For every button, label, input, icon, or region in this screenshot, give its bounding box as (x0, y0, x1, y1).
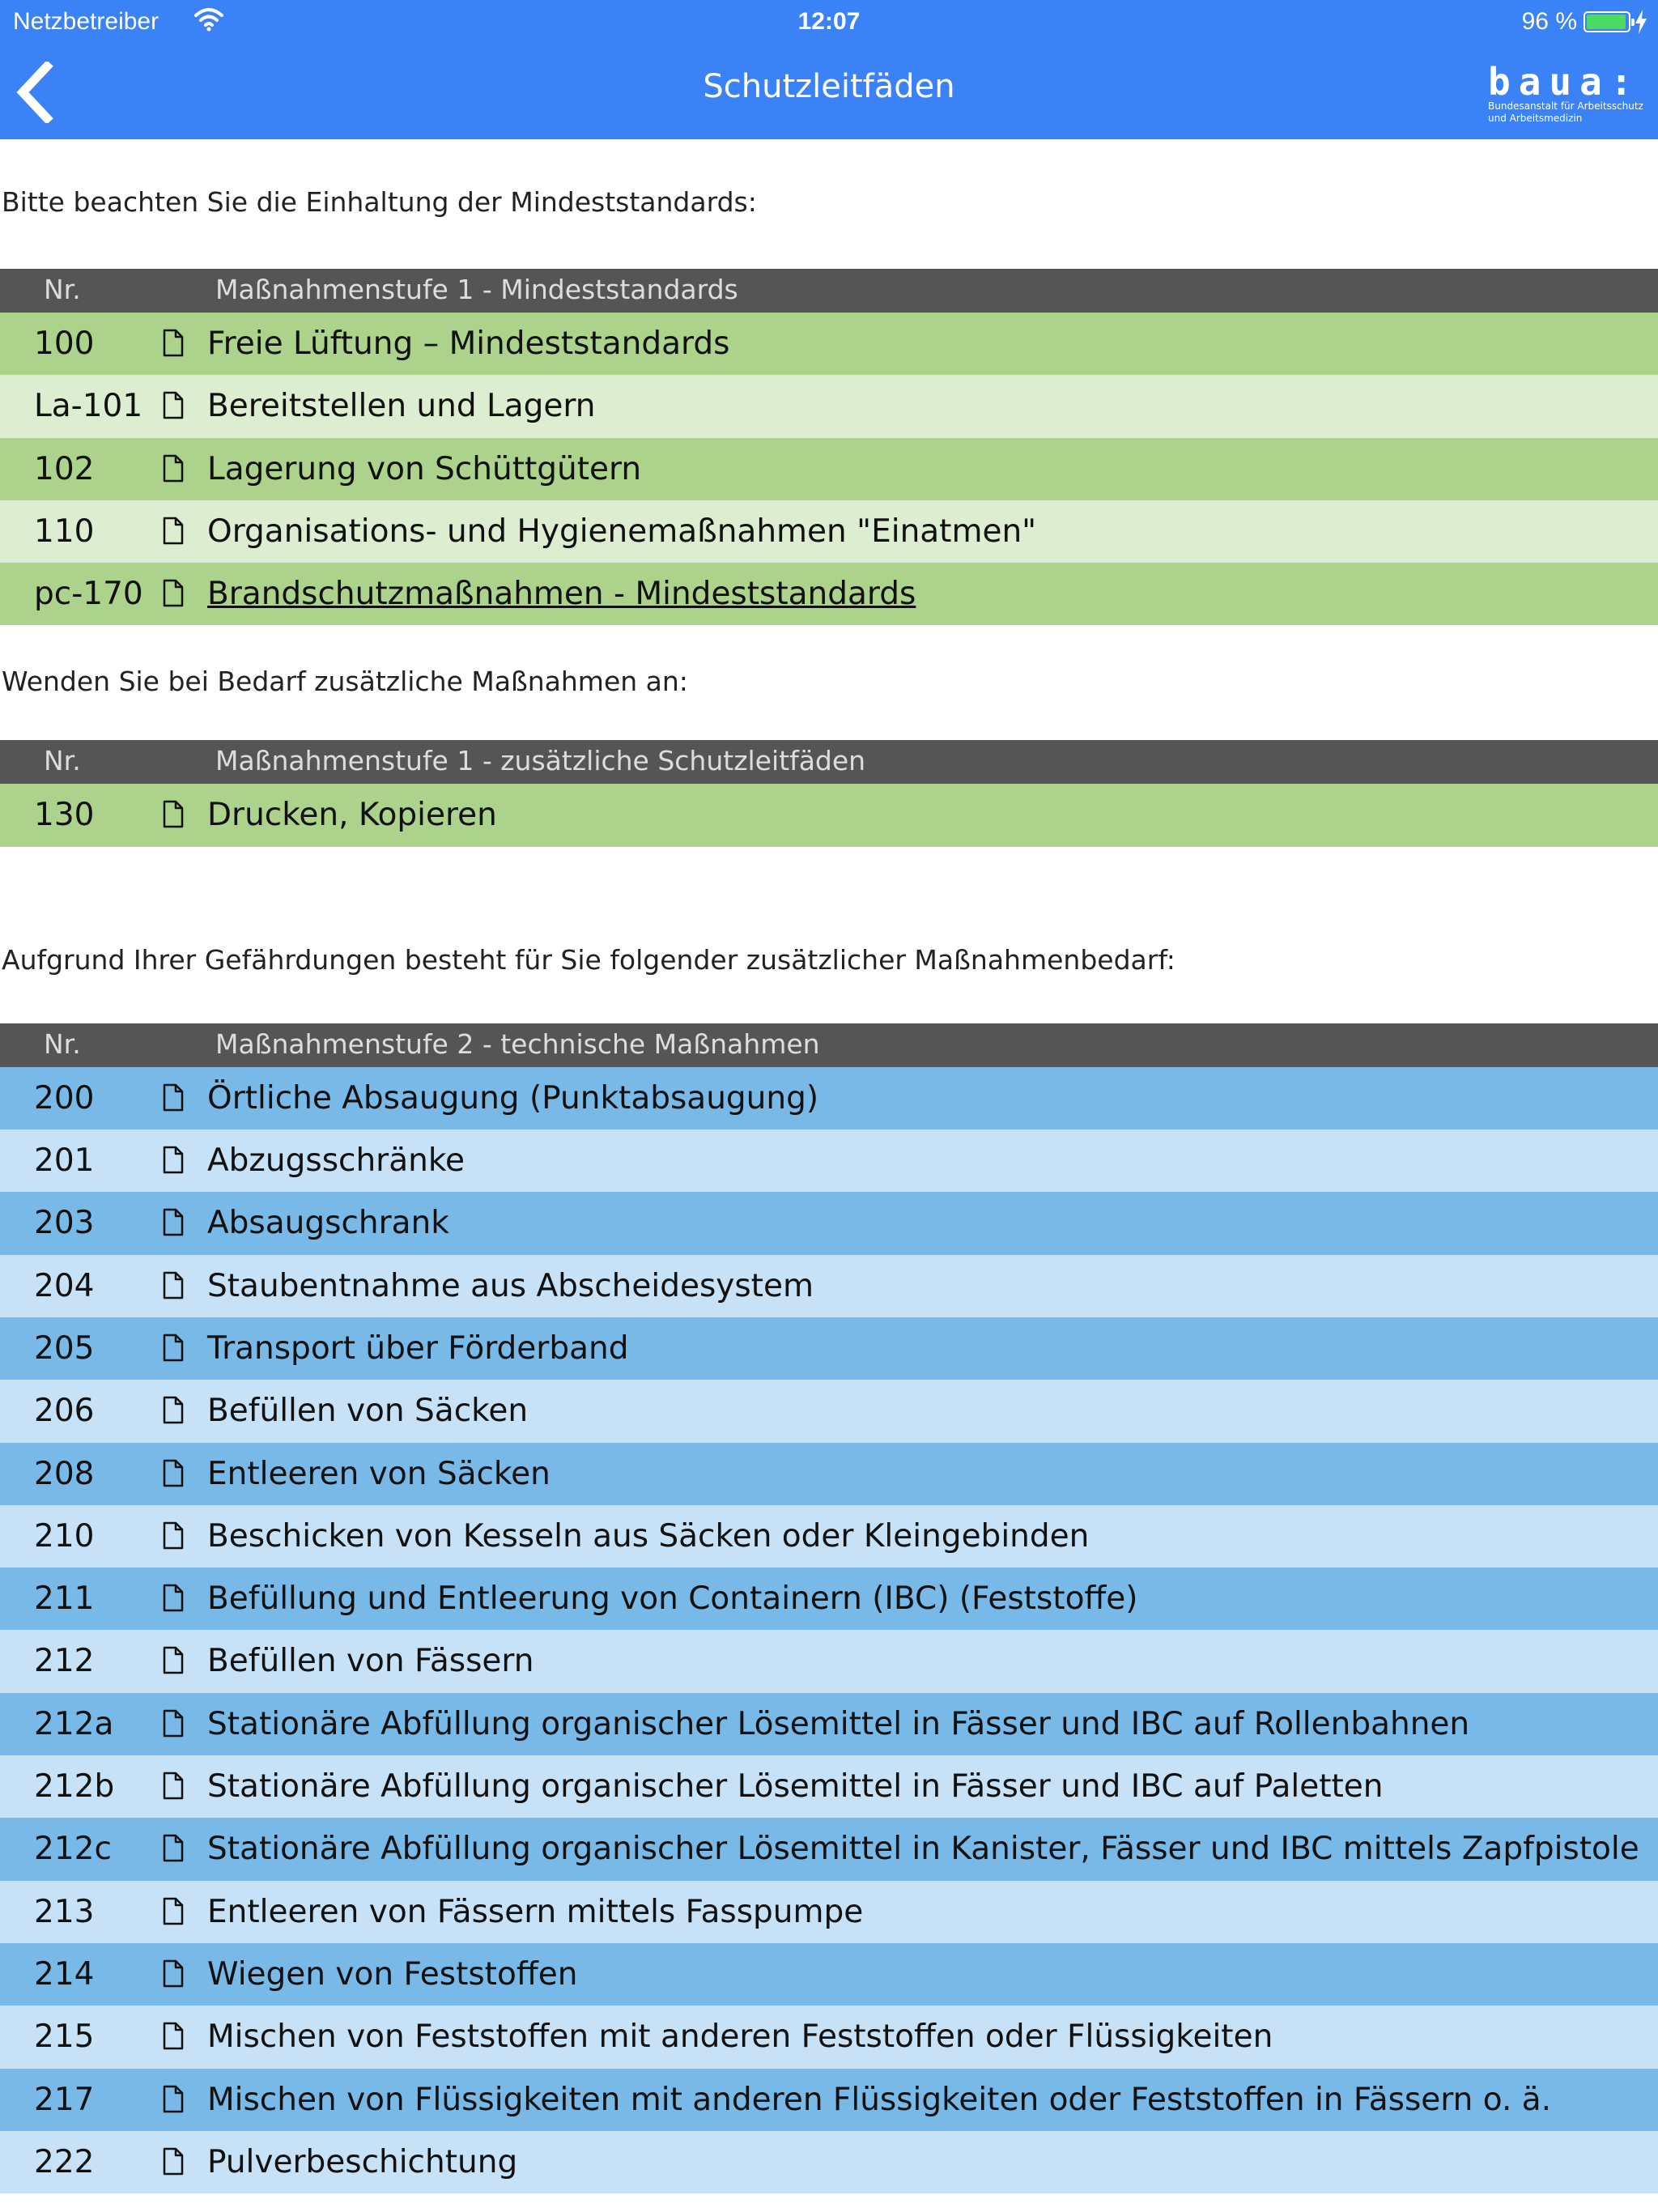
item-label: Befüllen von Säcken (207, 1393, 529, 1430)
item-label: Beschicken von Kesseln aus Säcken oder Kleingebinden (207, 1517, 1090, 1555)
list-item[interactable] (0, 1943, 1658, 2006)
item-number: 214 (34, 1955, 95, 1993)
document-icon (162, 1709, 185, 1738)
item-number: 212c (34, 1831, 112, 1868)
page-title: Schutzleitfäden (703, 68, 955, 105)
document-icon (162, 1897, 185, 1926)
item-number: pc-170 (34, 576, 143, 613)
content (0, 139, 1658, 2193)
list-item[interactable] (0, 1568, 1658, 1630)
list-item[interactable] (0, 1380, 1658, 1442)
item-label: Abzugsschränke (207, 1142, 466, 1180)
document-icon (162, 1834, 185, 1863)
document-icon (162, 517, 185, 546)
document-icon (162, 1459, 185, 1488)
item-label: Transport über Förderband (207, 1329, 629, 1367)
list-item[interactable] (0, 1818, 1658, 1880)
item-label: Stationäre Abfüllung organischer Lösemittel in Kanister, Fässer und IBC mittels Zapfpistole (207, 1831, 1639, 1868)
clock: 12:07 (797, 8, 861, 35)
section2-table-header (0, 740, 1658, 784)
list-item[interactable] (0, 1192, 1658, 1254)
carrier-name: Netzbetreiber (13, 8, 159, 35)
item-number: 130 (34, 797, 95, 834)
list-item[interactable] (0, 500, 1658, 563)
document-icon (162, 1208, 185, 1237)
document-icon (162, 1521, 185, 1551)
document-icon (162, 1646, 185, 1675)
baua-logo (1488, 60, 1643, 128)
item-label: Bereitstellen und Lagern (207, 388, 596, 425)
item-label: Freie Lüftung – Mindeststandards (207, 325, 730, 362)
logo-subtitle-2: und Arbeitsmedizin (1488, 113, 1583, 124)
item-number: 222 (34, 2143, 95, 2180)
item-label: Entleeren von Fässern mittels Fasspumpe (207, 1893, 864, 1930)
item-number: 217 (34, 2081, 95, 2118)
item-number: 206 (34, 1393, 95, 1430)
column-header-nr: Nr. (44, 745, 81, 777)
list-item[interactable] (0, 1693, 1658, 1755)
section2-intro: Wenden Sie bei Bedarf zusätzliche Maßnahmen an: (2, 666, 688, 698)
section3-list (0, 1067, 1658, 2193)
document-icon (162, 1271, 185, 1300)
list-item[interactable] (0, 1443, 1658, 1505)
list-item[interactable] (0, 1317, 1658, 1380)
battery-percent: 96 % (1521, 8, 1577, 35)
item-label: Lagerung von Schüttgütern (207, 450, 642, 487)
column-header-nr: Nr. (44, 274, 81, 305)
document-icon (162, 329, 185, 358)
document-icon (162, 391, 185, 420)
item-label: Pulverbeschichtung (207, 2143, 518, 2180)
document-icon (162, 1146, 185, 1175)
document-icon (162, 2022, 185, 2051)
battery-icon (1584, 11, 1630, 32)
list-item[interactable] (0, 784, 1658, 846)
document-icon (162, 2085, 185, 2114)
list-item[interactable] (0, 1755, 1658, 1818)
item-label: Organisations- und Hygienemaßnahmen "Einatmen" (207, 513, 1037, 550)
item-label: Mischen von Flüssigkeiten mit anderen Flüssigkeiten oder Feststoffen in Fässern o. ä. (207, 2081, 1552, 2118)
item-number: 210 (34, 1517, 95, 1555)
column-header-nr: Nr. (44, 1027, 81, 1060)
list-item[interactable] (0, 438, 1658, 500)
item-number: 110 (34, 513, 95, 550)
list-item[interactable] (0, 1630, 1658, 1692)
document-icon (162, 1772, 185, 1801)
list-item[interactable] (0, 1881, 1658, 1943)
item-label: Stationäre Abfüllung organischer Lösemittel in Fässer und IBC auf Paletten (207, 1768, 1384, 1806)
section1-table-header (0, 269, 1658, 313)
list-item[interactable] (0, 1067, 1658, 1129)
navigation-bar (0, 44, 1658, 139)
item-number: La-101 (34, 388, 143, 425)
battery-fill (1587, 15, 1626, 29)
item-label: Wiegen von Feststoffen (207, 1955, 578, 1993)
list-item[interactable] (0, 1129, 1658, 1192)
item-label: Drucken, Kopieren (207, 797, 497, 834)
document-icon (162, 1584, 185, 1613)
document-icon (162, 579, 185, 608)
item-label: Befüllen von Fässern (207, 1643, 534, 1680)
item-number: 205 (34, 1329, 95, 1367)
item-number: 203 (34, 1205, 95, 1242)
document-icon (162, 1396, 185, 1425)
logo-mark: baua: (1488, 60, 1641, 104)
item-number: 201 (34, 1142, 95, 1180)
section1-list (0, 313, 1658, 625)
column-header-caption: Maßnahmenstufe 2 - technische Maßnahmen (215, 1027, 820, 1060)
item-number: 102 (34, 450, 95, 487)
item-number: 100 (34, 325, 95, 362)
list-item[interactable] (0, 2069, 1658, 2131)
item-number: 212b (34, 1768, 115, 1806)
item-label: Entleeren von Säcken (207, 1455, 551, 1492)
column-header-caption: Maßnahmenstufe 1 - Mindeststandards (215, 274, 738, 305)
logo-subtitle-1: Bundesanstalt für Arbeitsschutz (1488, 100, 1643, 112)
item-label: Befüllung und Entleerung von Containern (IBC) (Feststoffe) (207, 1580, 1138, 1618)
item-number: 200 (34, 1079, 95, 1117)
column-header-caption: Maßnahmenstufe 1 - zusätzliche Schutzleitfäden (215, 745, 866, 777)
item-number: 204 (34, 1267, 95, 1304)
status-bar (0, 0, 1658, 44)
item-number: 215 (34, 2018, 95, 2056)
document-icon (162, 1959, 185, 1989)
section3-table-header (0, 1023, 1658, 1067)
document-icon (162, 454, 185, 483)
list-item[interactable] (0, 2131, 1658, 2193)
document-icon (162, 1083, 185, 1112)
item-label: Staubentnahme aus Abscheidesystem (207, 1267, 814, 1304)
item-number: 211 (34, 1580, 95, 1618)
item-label: Örtliche Absaugung (Punktabsaugung) (207, 1079, 819, 1117)
list-item[interactable] (0, 563, 1658, 625)
section1-intro: Bitte beachten Sie die Einhaltung der Mindeststandards: (2, 186, 757, 218)
list-item[interactable] (0, 375, 1658, 437)
list-item[interactable] (0, 1255, 1658, 1317)
item-label: Mischen von Feststoffen mit anderen Feststoffen oder Flüssigkeiten (207, 2018, 1273, 2056)
section2-list (0, 784, 1658, 846)
item-label: Brandschutzmaßnahmen - Mindeststandards (207, 576, 916, 613)
list-item[interactable] (0, 1505, 1658, 1568)
lightning-bolt-icon (1634, 10, 1648, 34)
document-icon (162, 1334, 185, 1363)
item-number: 208 (34, 1455, 95, 1492)
document-icon (162, 2147, 185, 2176)
document-icon (162, 800, 185, 829)
list-item[interactable] (0, 2006, 1658, 2068)
item-number: 212 (34, 1643, 95, 1680)
list-item[interactable] (0, 313, 1658, 375)
item-number: 213 (34, 1893, 95, 1930)
section3-intro: Aufgrund Ihrer Gefährdungen besteht für Sie folgender zusätzlicher Maßnahmenbedarf: (2, 943, 1175, 976)
item-number: 212a (34, 1705, 114, 1742)
item-label: Absaugschrank (207, 1205, 449, 1242)
item-label: Stationäre Abfüllung organischer Lösemittel in Fässer und IBC auf Rollenbahnen (207, 1705, 1470, 1742)
